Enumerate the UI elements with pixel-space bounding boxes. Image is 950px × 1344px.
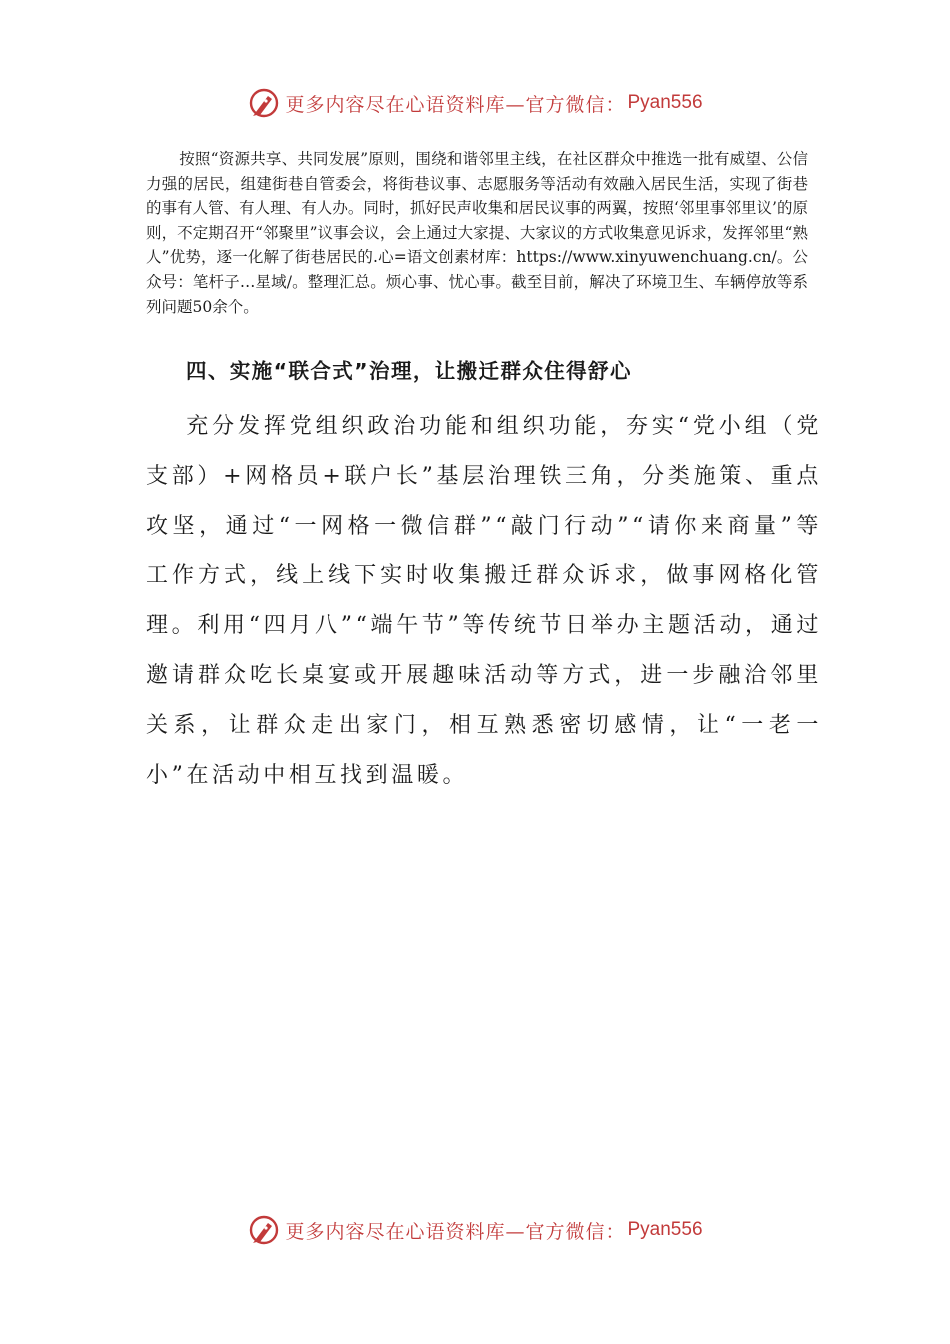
paragraph-joint-governance xyxy=(146,402,822,800)
paragraph-1-text: 按照“资源共享、共同发展”原则，围绕和谐邻里主线，在社区群众中推选一批有威望、公信力强的居民，组建街巷自管委会，将街巷议事、志愿服务等活动有效融入居民生活，实现了街巷的事有人管、有人理、有人办。同时，抓好民声收集和居民议事的两翼，按照‘邻里事邻里议’的原则，不定期召开“邻聚里”议事会议，会上通过大家提、大家议的方式收集意见诉求，发挥邻里“熟人”优势，逐一化解了街巷居民的.心=语文创素材库：https://www.xinyuwenchuang.cn/。公众号：笔杆子…星域/。整理汇总。烦心事、忧心事。截至目前，解决了环境卫生、车辆停放等系列问题50余个。 xyxy=(146,150,808,316)
pen-nib-logo-icon xyxy=(247,86,281,120)
pen-nib-logo-icon xyxy=(247,1213,281,1247)
section-heading-4: 四、实施“联合式”治理，让搬迁群众住得舒心 xyxy=(186,359,632,383)
banner-wechat-id: Pyan556 xyxy=(627,1219,703,1240)
footer-banner xyxy=(0,1210,950,1250)
banner-text: 更多内容尽在心语资料库—官方微信： xyxy=(285,93,626,116)
header-banner xyxy=(0,83,950,123)
paragraph-neighborhood-council xyxy=(146,147,808,319)
banner-text: 更多内容尽在心语资料库—官方微信： xyxy=(285,1220,626,1243)
paragraph-2-text: 充分发挥党组织政治功能和组织功能，夯实“党小组（党支部）+网格员+联户长”基层治理铁三角，分类施策、重点攻坚，通过“一网格一微信群”“敲门行动”“请你来商量”等工作方式，线上线下实时收集搬迁群众诉求，做事网格化管理。利用“四月八”“端午节”等传统节日举办主题活动，通过邀请群众吃长桌宴或开展趣味活动等方式，进一步融洽邻里关系，让群众走出家门，相互熟悉密切感情，让“一老一小”在活动中相互找到温暖。 xyxy=(146,414,822,788)
banner-wechat-id: Pyan556 xyxy=(627,92,703,113)
